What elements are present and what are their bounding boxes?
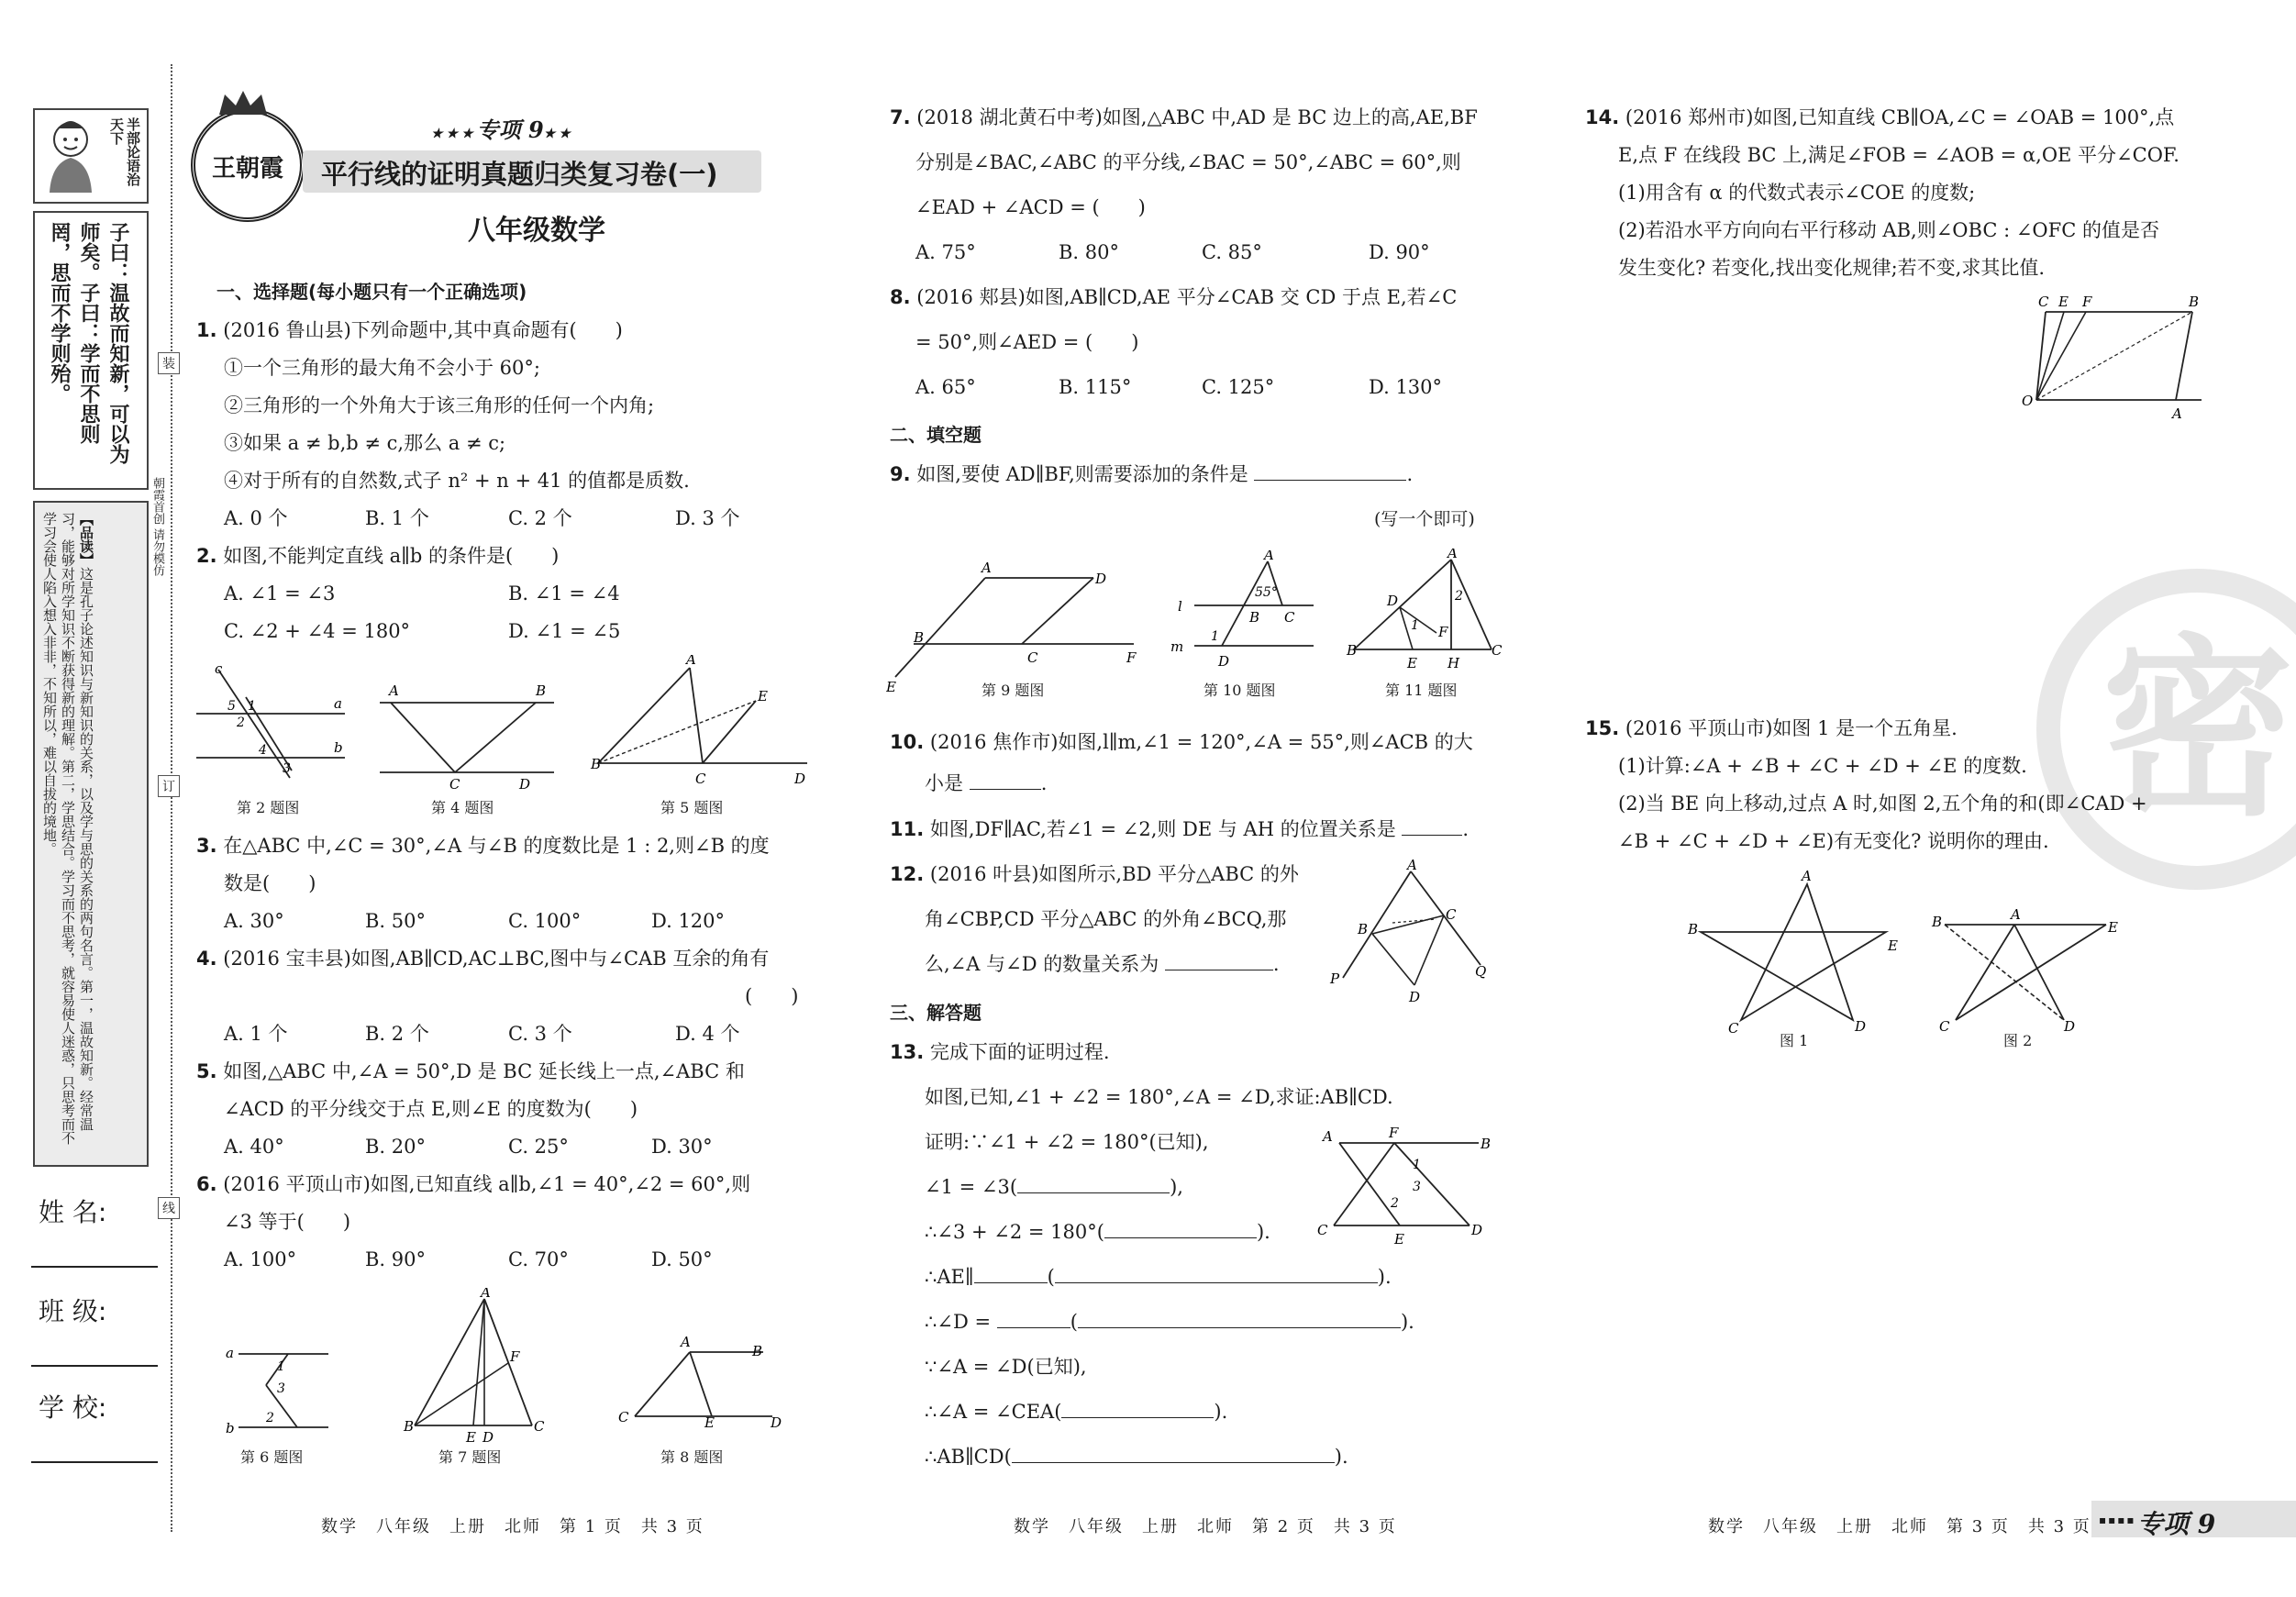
q12-stem <box>890 856 1299 893</box>
svg-text:1: 1 <box>1413 1158 1421 1172</box>
svg-text:C: C <box>1027 649 1038 666</box>
binding-mark-2: 订 <box>158 775 180 797</box>
q4-number: 4. <box>196 948 217 970</box>
q12-number: 12. <box>890 863 925 885</box>
svg-text:B: B <box>536 682 547 699</box>
q3-stem-text-1: 在△ABC 中,∠C = 30°,∠A 与∠B 的度数比是 1 : 2,则∠B 的度 <box>223 835 770 857</box>
q5-option-d[interactable]: D. 30° <box>651 1136 713 1158</box>
svg-text:D: D <box>1095 571 1107 587</box>
svg-text:B: B <box>1347 642 1358 659</box>
q2-option-a[interactable]: A. ∠1 = ∠3 <box>224 582 336 604</box>
q13-blank-3[interactable] <box>1104 1217 1257 1238</box>
svg-text:55°: 55° <box>1255 585 1278 600</box>
svg-text:E: E <box>1888 937 1898 954</box>
svg-text:C: C <box>1317 1222 1328 1238</box>
svg-text:A: A <box>1407 859 1417 873</box>
name-field[interactable] <box>31 1266 158 1268</box>
q15-number: 15. <box>1585 717 1620 739</box>
svg-text:c: c <box>215 660 223 677</box>
q14-stem-2: E,点 F 在线段 BC 上,满足∠FOB = ∠AOB = α,OE 平分∠COF. <box>1618 144 2180 166</box>
q7-option-c[interactable]: C. 85° <box>1202 241 1262 263</box>
svg-text:A: A <box>686 655 696 668</box>
q9-number: 9. <box>890 463 911 485</box>
q1-number: 1. <box>196 319 217 341</box>
q13-blank-2[interactable] <box>1017 1172 1170 1193</box>
svg-text:O: O <box>2022 393 2034 409</box>
caption-fig8: 第 8 题图 <box>660 1448 724 1466</box>
q4-stem-text: (2016 宝丰县)如图,AB∥CD,AC⊥BC,图中与∠CAB 互余的角有 <box>223 948 770 970</box>
svg-text:H: H <box>1447 655 1460 671</box>
svg-text:A: A <box>2011 906 2021 923</box>
q14-stem <box>1585 99 2174 137</box>
q7-option-a[interactable]: A. 75° <box>915 241 976 263</box>
q2-stem-text: 如图,不能判定直线 a∥b 的条件是( ) <box>223 545 560 567</box>
svg-text:C: C <box>695 771 706 787</box>
q2-options-row2 <box>224 613 811 650</box>
q13-line-3: ∴∠3 + ∠2 = 180°( ). <box>925 1214 1270 1251</box>
svg-text:F: F <box>2082 294 2092 310</box>
q13-line-2-text: ∠1 = ∠3( <box>925 1176 1018 1198</box>
q6-option-c[interactable]: C. 70° <box>508 1248 569 1270</box>
svg-text:A: A <box>982 560 992 576</box>
svg-text:1: 1 <box>1411 618 1419 633</box>
svg-text:1: 1 <box>277 1359 285 1374</box>
q13-stem <box>890 1034 1110 1071</box>
q1-s2: ②三角形的一个外角大于该三角形的任何一个内角; <box>224 394 655 416</box>
q3-option-a[interactable]: A. 30° <box>224 910 284 932</box>
svg-text:B: B <box>1688 921 1699 937</box>
q11-stem: 11. 如图,DF∥AC,若∠1 = ∠2,则 DE 与 AH 的位置关系是 . <box>890 811 1469 848</box>
q13-line-6: ∵∠A = ∠D(已知), <box>925 1356 1087 1378</box>
q13-blank-5b[interactable] <box>1078 1307 1401 1328</box>
caption-fig5: 第 5 题图 <box>660 799 724 816</box>
svg-text:C: C <box>449 776 460 789</box>
figure-q10 <box>1167 550 1323 675</box>
q9-stem: 9. 如图,要使 AD∥BF,则需要添加的条件是 . <box>890 456 1413 494</box>
q6-option-a[interactable]: A. 100° <box>224 1248 297 1270</box>
q14-number: 14. <box>1585 106 1620 128</box>
q12-stem-3: 么,∠A 与∠D 的数量关系为 . <box>925 946 1280 983</box>
confucius-icon <box>39 114 103 194</box>
q11-number: 11. <box>890 818 925 840</box>
q1-option-a[interactable]: A. 0 个 <box>224 507 288 529</box>
q15-part-3: ∠B + ∠C + ∠D + ∠E)有无变化? 说明你的理由. <box>1618 830 2049 852</box>
q4-stem <box>196 940 769 978</box>
q6-stem-text-1: (2016 平顶山市)如图,已知直线 a∥b,∠1 = 40°,∠2 = 60°,则 <box>223 1173 751 1195</box>
svg-text:C: C <box>1284 609 1295 626</box>
svg-text:Q: Q <box>1475 963 1487 980</box>
svg-text:D: D <box>1387 593 1399 609</box>
q9-answer-blank[interactable] <box>1254 460 1406 481</box>
svg-text:D: D <box>1855 1018 1867 1033</box>
svg-text:D: D <box>794 771 806 787</box>
q8-option-c[interactable]: C. 125° <box>1202 376 1275 398</box>
q7-options <box>915 234 1521 272</box>
q3-stem <box>196 827 770 865</box>
figure-q9 <box>886 556 1143 693</box>
svg-text:A: A <box>1323 1128 1333 1145</box>
q5-stem-text-1: 如图,△ABC 中,∠A = 50°,D 是 BC 延长线上一点,∠ABC 和 <box>223 1060 745 1082</box>
svg-text:l: l <box>1178 598 1182 615</box>
q2-number: 2. <box>196 545 217 567</box>
svg-text:E: E <box>886 679 896 693</box>
q13-given: 如图,已知,∠1 + ∠2 = 180°,∠A = ∠D,求证:AB∥CD. <box>925 1086 1393 1108</box>
q13-line-4-text: ∴AE∥ <box>925 1266 974 1288</box>
caption-fig11: 第 11 题图 <box>1385 682 1458 699</box>
q1-option-c[interactable]: C. 2 个 <box>508 507 572 529</box>
svg-text:B: B <box>914 629 925 646</box>
figure-q15-star-1 <box>1688 868 1899 1033</box>
svg-text:2: 2 <box>266 1411 274 1425</box>
figure-q4 <box>374 679 558 789</box>
series-label: 专项 9 <box>476 116 544 143</box>
q8-stem-2: = 50°,则∠AED = ( ) <box>915 331 1139 353</box>
q6-option-b[interactable]: B. 90° <box>365 1248 427 1270</box>
q8-number: 8. <box>890 286 911 308</box>
q3-number: 3. <box>196 835 217 857</box>
svg-text:a: a <box>334 695 342 712</box>
q13-blank-8[interactable] <box>1012 1442 1335 1463</box>
q1-s3: ③如果 a ≠ b,b ≠ c,那么 a ≠ c; <box>224 432 506 454</box>
sidebar-pindu-text: 这是孔子论述知识与新知识的关系，以及学与思的关系的两句名言。第一，温故知新。经常温习，能够对所学知识不断获得新的理解。第二，学思结合。学习而不思考，就容易使人迷惑，只思考而不学习会使人陷入想入非非，不知所以，难以自拔的境地。 <box>41 512 94 1145</box>
q6-stem-2: ∠3 等于( ) <box>224 1211 351 1233</box>
svg-text:2: 2 <box>1455 589 1463 604</box>
svg-text:A: A <box>1447 549 1458 561</box>
svg-text:2: 2 <box>237 715 245 730</box>
figure-q8 <box>616 1332 782 1433</box>
q13-line-4: ∴AE∥ ( ). <box>925 1259 1392 1296</box>
q13-line-7-text: ∴∠A = ∠CEA( <box>925 1401 1062 1423</box>
svg-text:B: B <box>404 1418 415 1435</box>
q13-line-7: ∴∠A = ∠CEA( ). <box>925 1393 1227 1431</box>
q4-option-b[interactable]: B. 2 个 <box>365 1023 429 1045</box>
svg-text:B: B <box>752 1343 763 1359</box>
q9-stem-text: 如图,要使 AD∥BF,则需要添加的条件是 <box>916 463 1248 485</box>
svg-text:F: F <box>1126 649 1137 666</box>
sidebar-quote: 子曰：温故而知新，可以为师矣。子曰：学而不思则罔，思而不学则殆。 <box>48 222 129 464</box>
brand-note: 朝霞首创 请勿模仿 <box>150 477 164 577</box>
sidebar-pindu <box>40 512 95 1154</box>
q10-stem <box>890 724 1473 761</box>
section1-title: 一、选择题(每小题只有一个正确选项) <box>216 281 527 303</box>
svg-text:3: 3 <box>1413 1180 1421 1194</box>
figure-q2 <box>191 660 356 780</box>
q12-stem-text-1: (2016 叶县)如图所示,BD 平分△ABC 的外 <box>929 863 1299 885</box>
svg-text:C: C <box>618 1409 629 1425</box>
svg-text:A: A <box>2172 405 2182 422</box>
sidebar-motto-top: 半部论语治天下 <box>108 117 141 186</box>
svg-text:C: C <box>1728 1020 1739 1033</box>
q10-answer-blank[interactable] <box>970 769 1041 790</box>
crown-icon <box>216 89 271 116</box>
q5-options <box>224 1128 811 1166</box>
svg-text:5: 5 <box>227 699 236 714</box>
svg-text:F: F <box>1438 624 1448 640</box>
q2-options-row1 <box>224 575 811 613</box>
q1-option-b[interactable]: B. 1 个 <box>365 507 429 529</box>
q12-stem-2: 角∠CBP,CD 平分△ABC 的外角∠BCQ,那 <box>925 908 1287 930</box>
q13-blank-4a[interactable] <box>974 1262 1048 1283</box>
svg-text:B: B <box>1932 914 1943 930</box>
figure-q14 <box>2018 292 2211 429</box>
sidebar-pindu-label: 【品读】 <box>78 512 94 567</box>
svg-text:D: D <box>1409 989 1421 1005</box>
footer-page-1: 数学 八年级 上册 北师 第 1 页 共 3 页 <box>321 1517 704 1536</box>
q9-note: (写一个即可) <box>1374 509 1475 529</box>
q6-option-d[interactable]: D. 50° <box>651 1248 713 1270</box>
class-field[interactable] <box>31 1365 158 1367</box>
q5-stem-2: ∠ACD 的平分线交于点 E,则∠E 的度数为( ) <box>224 1098 638 1120</box>
svg-text:D: D <box>482 1429 494 1446</box>
q8-option-b[interactable]: B. 115° <box>1059 376 1132 398</box>
svg-text:C: C <box>1492 642 1503 659</box>
q1-s1: ①一个三角形的最大角不会小于 60°; <box>224 357 540 379</box>
q13-stem-text: 完成下面的证明过程. <box>929 1041 1110 1063</box>
q7-stem-2: 分别是∠BAC,∠ABC 的平分线,∠BAC = 50°,∠ABC = 60°,则 <box>915 151 1461 173</box>
q1-options <box>224 500 811 538</box>
q8-stem-text-1: (2016 郏县)如图,AB∥CD,AE 平分∠CAB 交 CD 于点 E,若∠C <box>916 286 1458 308</box>
footer-tag-dots: ▪▪▪▪ <box>2099 1514 2136 1526</box>
svg-text:A: A <box>681 1334 691 1350</box>
q4-paren: ( ) <box>745 985 799 1007</box>
section3-title: 三、解答题 <box>890 1002 982 1024</box>
q13-blank-4b[interactable] <box>1055 1262 1378 1283</box>
svg-text:E: E <box>2058 294 2069 310</box>
q3-options <box>224 903 811 940</box>
svg-text:E: E <box>466 1429 476 1446</box>
q3-stem-2: 数是( ) <box>224 872 316 894</box>
figure-q15-star-2 <box>1926 886 2137 1033</box>
q10-stem-text-2: 小是 <box>925 772 963 794</box>
q2-option-b[interactable]: B. ∠1 = ∠4 <box>508 582 620 604</box>
q7-number: 7. <box>890 106 911 128</box>
q8-options <box>915 369 1521 406</box>
q8-stem <box>890 279 1457 316</box>
binding-line <box>171 64 172 1532</box>
svg-text:3: 3 <box>277 1381 285 1396</box>
caption-fig4: 第 4 题图 <box>431 799 494 816</box>
q14-part-3: 发生变化? 若变化,找出变化规律;若不变,求其比值. <box>1618 257 2046 279</box>
header-series: ★★★专项 9★★ <box>431 116 574 143</box>
caption-q15-fig2: 图 2 <box>2003 1032 2033 1049</box>
svg-text:C: C <box>2038 294 2049 310</box>
q11-stem-text: 如图,DF∥AC,若∠1 = ∠2,则 DE 与 AH 的位置关系是 <box>929 818 1396 840</box>
svg-text:E: E <box>1407 655 1417 671</box>
q1-stem <box>196 312 623 349</box>
svg-text:3: 3 <box>283 761 291 776</box>
svg-text:E: E <box>1394 1231 1404 1248</box>
svg-text:E: E <box>704 1414 715 1431</box>
q3-option-d[interactable]: D. 120° <box>651 910 726 932</box>
svg-text:B: B <box>1481 1136 1492 1152</box>
q5-option-b[interactable]: B. 20° <box>365 1136 427 1158</box>
school-label: 学 校: <box>39 1392 107 1423</box>
svg-text:2: 2 <box>1391 1196 1399 1211</box>
svg-text:C: C <box>1446 906 1457 923</box>
q2-option-c[interactable]: C. ∠2 + ∠4 = 180° <box>224 620 411 642</box>
q10-stem-2: 小是 . <box>925 765 1047 803</box>
q13-blank-5a[interactable] <box>997 1307 1070 1328</box>
svg-text:C: C <box>534 1418 545 1435</box>
caption-fig7: 第 7 题图 <box>438 1448 502 1466</box>
caption-fig2: 第 2 题图 <box>237 799 300 816</box>
figure-q12 <box>1326 859 1501 1005</box>
q7-stem-3: ∠EAD + ∠ACD = ( ) <box>915 196 1146 218</box>
svg-text:4: 4 <box>259 743 267 758</box>
q10-stem-text-1: (2016 焦作市)如图,l∥m,∠1 = 120°,∠A = 55°,则∠ACB 的大 <box>929 731 1473 753</box>
q4-option-c[interactable]: C. 3 个 <box>508 1023 572 1045</box>
svg-text:B: B <box>1249 609 1260 626</box>
q8-option-d[interactable]: D. 130° <box>1369 376 1443 398</box>
q3-option-c[interactable]: C. 100° <box>508 910 582 932</box>
q10-number: 10. <box>890 731 925 753</box>
svg-text:D: D <box>771 1414 782 1431</box>
svg-text:1: 1 <box>248 699 256 714</box>
svg-text:D: D <box>519 776 531 789</box>
section2-title: 二、填空题 <box>890 424 982 446</box>
logo-text: 王朝霞 <box>211 155 283 183</box>
q12-stem-text-3: 么,∠A 与∠D 的数量关系为 <box>925 953 1159 975</box>
q13-line-3-text: ∴∠3 + ∠2 = 180°( <box>925 1221 1104 1243</box>
svg-text:E: E <box>758 688 768 704</box>
figure-q7 <box>402 1288 558 1449</box>
svg-text:m: m <box>1170 638 1184 655</box>
q13-line-8-text: ∴AB∥CD( <box>925 1446 1012 1468</box>
q13-blank-7[interactable] <box>1061 1397 1214 1418</box>
q5-stem <box>196 1053 745 1091</box>
q11-answer-blank[interactable] <box>1402 815 1462 836</box>
q15-part-2: (2)当 BE 向上移动,过点 A 时,如图 2,五个角的和(即∠CAD + <box>1618 793 2147 815</box>
svg-text:C: C <box>1939 1018 1950 1033</box>
q2-option-d[interactable]: D. ∠1 = ∠5 <box>508 620 621 642</box>
q5-option-a[interactable]: A. 40° <box>224 1136 284 1158</box>
footer-page-2: 数学 八年级 上册 北师 第 2 页 共 3 页 <box>1014 1517 1397 1536</box>
watermark-text: 密 <box>2101 617 2294 842</box>
figure-q11 <box>1345 549 1510 686</box>
q13-line-1: 证明:∵∠1 + ∠2 = 180°(已知), <box>925 1131 1209 1153</box>
q2-stem <box>196 538 559 575</box>
caption-fig10: 第 10 题图 <box>1203 682 1276 699</box>
svg-text:F: F <box>510 1348 520 1365</box>
logo <box>191 108 305 222</box>
q4-options <box>224 1015 811 1053</box>
class-label: 班 级: <box>39 1296 107 1326</box>
footer-tag: 专项 9 <box>2137 1509 2216 1539</box>
footer-page-3: 数学 八年级 上册 北师 第 3 页 共 3 页 <box>1708 1517 2091 1536</box>
caption-q15-fig1: 图 1 <box>1780 1032 1809 1049</box>
q5-number: 5. <box>196 1060 217 1082</box>
q5-option-c[interactable]: C. 25° <box>508 1136 569 1158</box>
svg-text:B: B <box>1358 921 1369 937</box>
q6-stem <box>196 1166 750 1203</box>
watermark-stamp <box>2036 569 2296 890</box>
q7-stem-text-1: (2018 湖北黄石中考)如图,△ABC 中,AD 是 BC 边上的高,AE,BF <box>916 106 1478 128</box>
q4-option-d[interactable]: D. 4 个 <box>675 1023 740 1045</box>
q1-option-d[interactable]: D. 3 个 <box>675 507 740 529</box>
q14-part-1: (1)用含有 α 的代数式表示∠COE 的度数; <box>1618 182 1976 204</box>
q7-option-b[interactable]: B. 80° <box>1059 241 1120 263</box>
q15-part-1: (1)计算:∠A + ∠B + ∠C + ∠D + ∠E 的度数. <box>1618 755 2027 777</box>
header-title: 平行线的证明真题归类复习卷(一) <box>321 159 718 190</box>
q1-stem-text: (2016 鲁山县)下列命题中,其中真命题有( ) <box>223 319 623 341</box>
svg-text:B: B <box>2189 294 2200 310</box>
binding-mark-3: 线 <box>158 1197 180 1219</box>
svg-text:E: E <box>2108 919 2118 936</box>
q8-option-a[interactable]: A. 65° <box>915 376 976 398</box>
header-subtitle: 八年级数学 <box>468 215 605 247</box>
q6-options <box>224 1241 811 1279</box>
figure-q5 <box>587 655 816 793</box>
q13-line-2: ∠1 = ∠3( ), <box>925 1169 1183 1206</box>
svg-text:a: a <box>226 1345 234 1361</box>
q13-line-5: ∴∠D = ( ). <box>925 1303 1414 1341</box>
svg-text:b: b <box>226 1420 235 1436</box>
figure-q13 <box>1317 1121 1501 1249</box>
q3-option-b[interactable]: B. 50° <box>365 910 427 932</box>
q1-s4: ④对于所有的自然数,式子 n² + n + 41 的值都是质数. <box>224 470 690 492</box>
svg-text:A: A <box>1802 868 1812 884</box>
q13-number: 13. <box>890 1041 925 1063</box>
svg-text:D: D <box>2064 1018 2076 1033</box>
svg-text:A: A <box>389 682 399 699</box>
svg-text:b: b <box>334 739 343 756</box>
q14-part-2: (2)若沿水平方向向右平行移动 AB,则∠OBC : ∠OFC 的值是否 <box>1618 219 2159 241</box>
svg-text:D: D <box>1471 1222 1483 1238</box>
name-label: 姓 名: <box>39 1197 107 1227</box>
svg-text:P: P <box>1330 970 1340 987</box>
q7-stem <box>890 99 1478 137</box>
q15-stem-text: (2016 平顶山市)如图 1 是一个五角星. <box>1625 717 1958 739</box>
svg-text:F: F <box>1389 1125 1399 1141</box>
svg-text:B: B <box>591 756 602 772</box>
svg-text:A: A <box>1264 550 1274 563</box>
q12-answer-blank[interactable] <box>1165 949 1273 970</box>
q4-option-a[interactable]: A. 1 个 <box>224 1023 288 1045</box>
q14-stem-text-1: (2016 郑州市)如图,已知直线 CB∥OA,∠C = ∠OAB = 100°,点 <box>1625 106 2175 128</box>
caption-fig6: 第 6 题图 <box>240 1448 304 1466</box>
caption-fig9: 第 9 题图 <box>982 682 1045 699</box>
q7-option-d[interactable]: D. 90° <box>1369 241 1430 263</box>
figure-q6 <box>220 1330 339 1440</box>
svg-text:D: D <box>1218 653 1230 670</box>
q13-line-8: ∴AB∥CD( ). <box>925 1438 1348 1476</box>
q6-number: 6. <box>196 1173 217 1195</box>
school-field[interactable] <box>31 1461 158 1463</box>
svg-text:1: 1 <box>1211 629 1219 644</box>
svg-text:A: A <box>481 1288 491 1301</box>
binding-mark-1: 装 <box>158 352 180 374</box>
left-sidebar <box>29 108 147 1163</box>
q15-stem <box>1585 710 1958 748</box>
q13-line-5-text: ∴∠D = <box>925 1311 992 1333</box>
